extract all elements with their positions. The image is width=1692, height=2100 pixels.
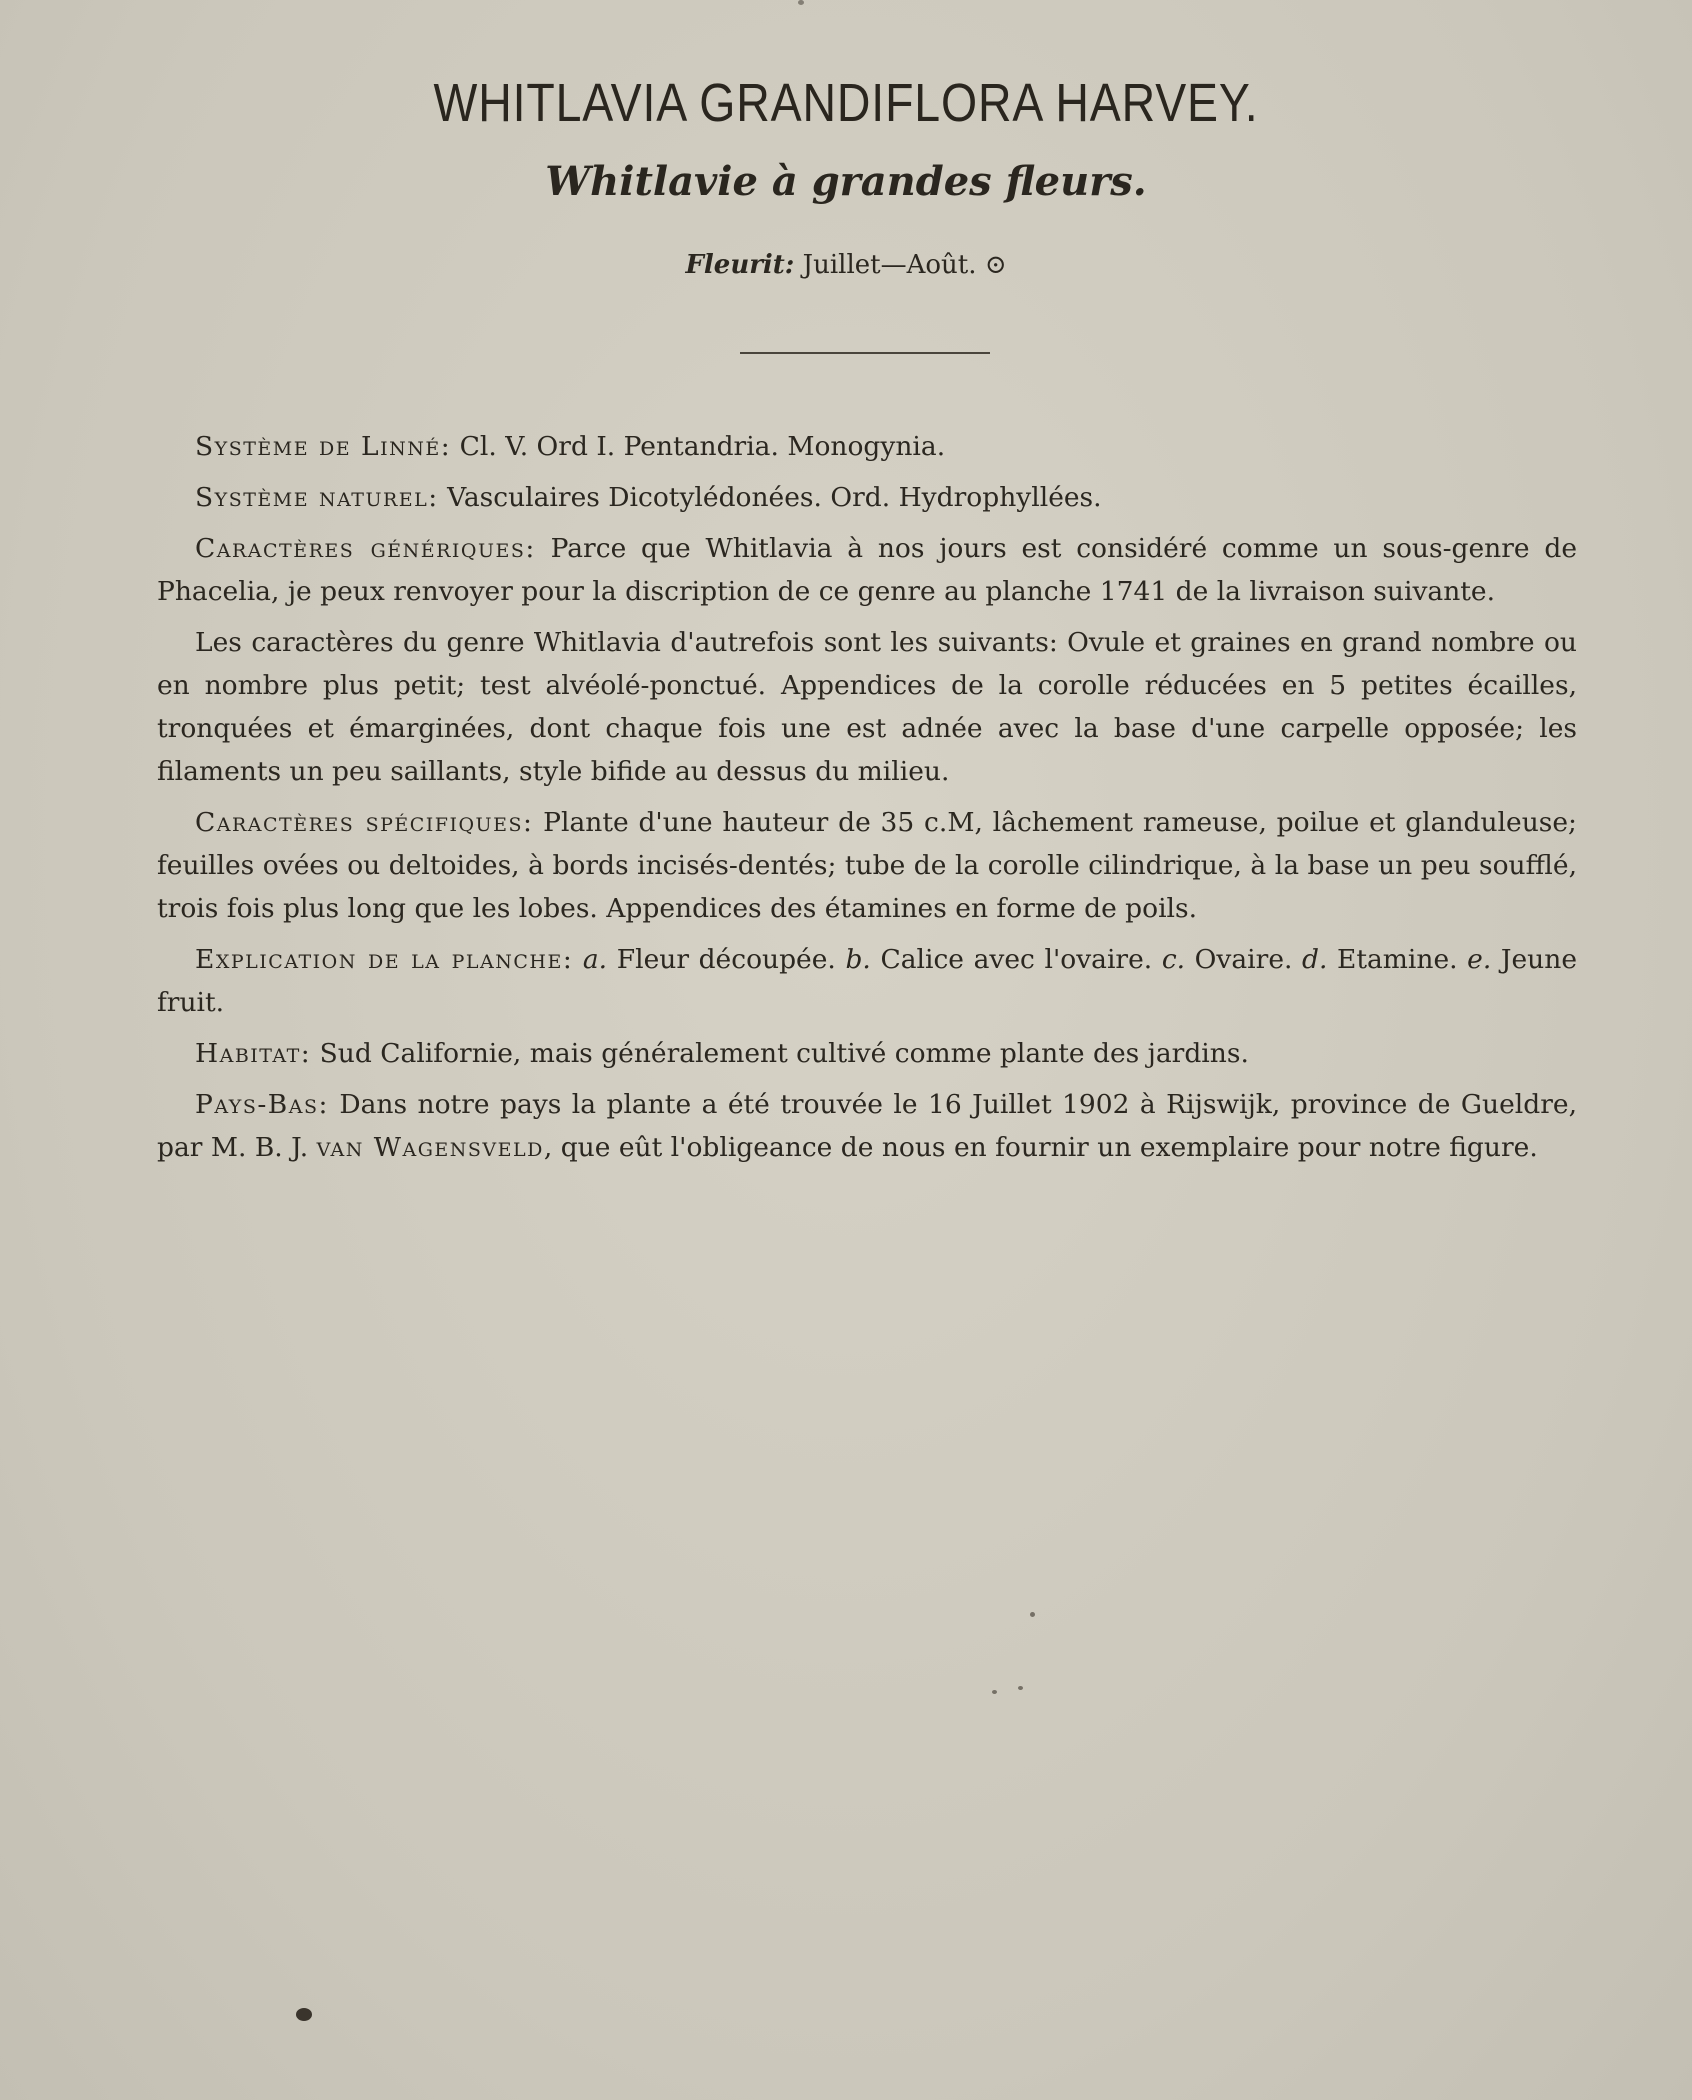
paysbas-name: van Wagensveld bbox=[316, 1132, 544, 1163]
explication-a: a. bbox=[582, 944, 608, 975]
paper-speck bbox=[992, 1690, 997, 1694]
paragraph-generiques bbox=[157, 527, 1577, 613]
paysbas-text-2: , que eût l'obligeance de nous en fournir un exemplaire pour notre figure. bbox=[543, 1132, 1538, 1163]
explication-e-text: Jeune fruit. bbox=[157, 944, 1578, 1018]
paragraph-habitat bbox=[157, 1032, 1577, 1075]
naturel-label: Système naturel: bbox=[195, 482, 439, 513]
paper-speck bbox=[1030, 1612, 1035, 1617]
paragraph-linne bbox=[157, 425, 1577, 468]
explication-e: e. bbox=[1467, 944, 1492, 975]
paragraph-naturel bbox=[157, 476, 1577, 519]
paper-speck bbox=[1018, 1686, 1023, 1690]
habitat-label: Habitat: bbox=[195, 1038, 312, 1069]
specifiques-text: Plante d'une hauteur de 35 c.M, lâchement rameuse, poilue et glanduleuse; feuilles ovées ou deltoides, à bords incisés-dentés; tube de la corolle cilindrique, à la base un peu soufflé, trois fois plus long que les lobes. Appendices des étamines en forme de poils. bbox=[157, 807, 1577, 924]
paragraph-autrefois: Les caractères du genre Whitlavia d'autrefois sont les suivants: Ovule et graines en grand nombre ou en nombre plus petit; test alvéolé-ponctué. Appendices de la corolle réducées en 5 petites écailles, tronquées et émarginées, dont chaque fois une est adnée avec la base d'une carpelle opposée; les filaments un peu saillants, style bifide au dessus du milieu. bbox=[157, 627, 1577, 787]
paysbas-text-1: Dans notre pays la plante a été trouvée le 16 Juillet 1902 à Rijswijk, province de Gueldre, par M. B. J. bbox=[157, 1089, 1577, 1163]
linne-text: Cl. V. Ord I. Pentandria. Monogynia. bbox=[451, 431, 946, 462]
explication-b-text: Calice avec l'ovaire. bbox=[870, 944, 1162, 975]
paper-speck bbox=[296, 2008, 312, 2021]
explication-label: Explication de la planche: bbox=[195, 944, 574, 975]
generiques-text: Parce que Whitlavia à nos jours est considéré comme un sous-genre de Phacelia, je peux renvoyer pour la discription de ce genre au planche 1741 de la livraison suivante. bbox=[157, 533, 1578, 607]
paysbas-label: Pays-Bas: bbox=[195, 1089, 329, 1120]
habitat-text: Sud Californie, mais généralement cultivé comme plante des jardins. bbox=[311, 1038, 1249, 1069]
naturel-text: Vasculaires Dicotylédonées. Ord. Hydrophyllées. bbox=[438, 482, 1102, 513]
flowering-value: Juillet—Août. ⊙ bbox=[794, 250, 1007, 280]
explication-d: d. bbox=[1302, 944, 1328, 975]
page-subtitle: Whitlavie à grandes fleurs. bbox=[545, 158, 1147, 205]
document-body bbox=[157, 425, 1577, 1177]
specifiques-label: Caractères spécifiques: bbox=[195, 807, 534, 838]
page-title: WHITLAVIA GRANDIFLORA HARVEY. bbox=[433, 73, 1259, 133]
explication-d-text: Etamine. bbox=[1327, 944, 1468, 975]
paragraph-explication bbox=[157, 938, 1577, 1024]
explication-c: c. bbox=[1161, 944, 1186, 975]
linne-label: Système de Linné: bbox=[195, 431, 452, 462]
explication-c-text: Ovaire. bbox=[1185, 944, 1303, 975]
paper-speck bbox=[798, 0, 804, 5]
generiques-label: Caractères génériques: bbox=[195, 533, 536, 564]
explication-a-text: Fleur découpée. bbox=[607, 944, 846, 975]
flowering-label: Fleurit: bbox=[685, 250, 795, 280]
explication-b: b. bbox=[845, 944, 871, 975]
title-divider bbox=[740, 352, 990, 354]
paragraph-paysbas bbox=[157, 1083, 1577, 1169]
paragraph-specifiques bbox=[157, 801, 1577, 930]
flowering-line bbox=[0, 250, 1692, 280]
